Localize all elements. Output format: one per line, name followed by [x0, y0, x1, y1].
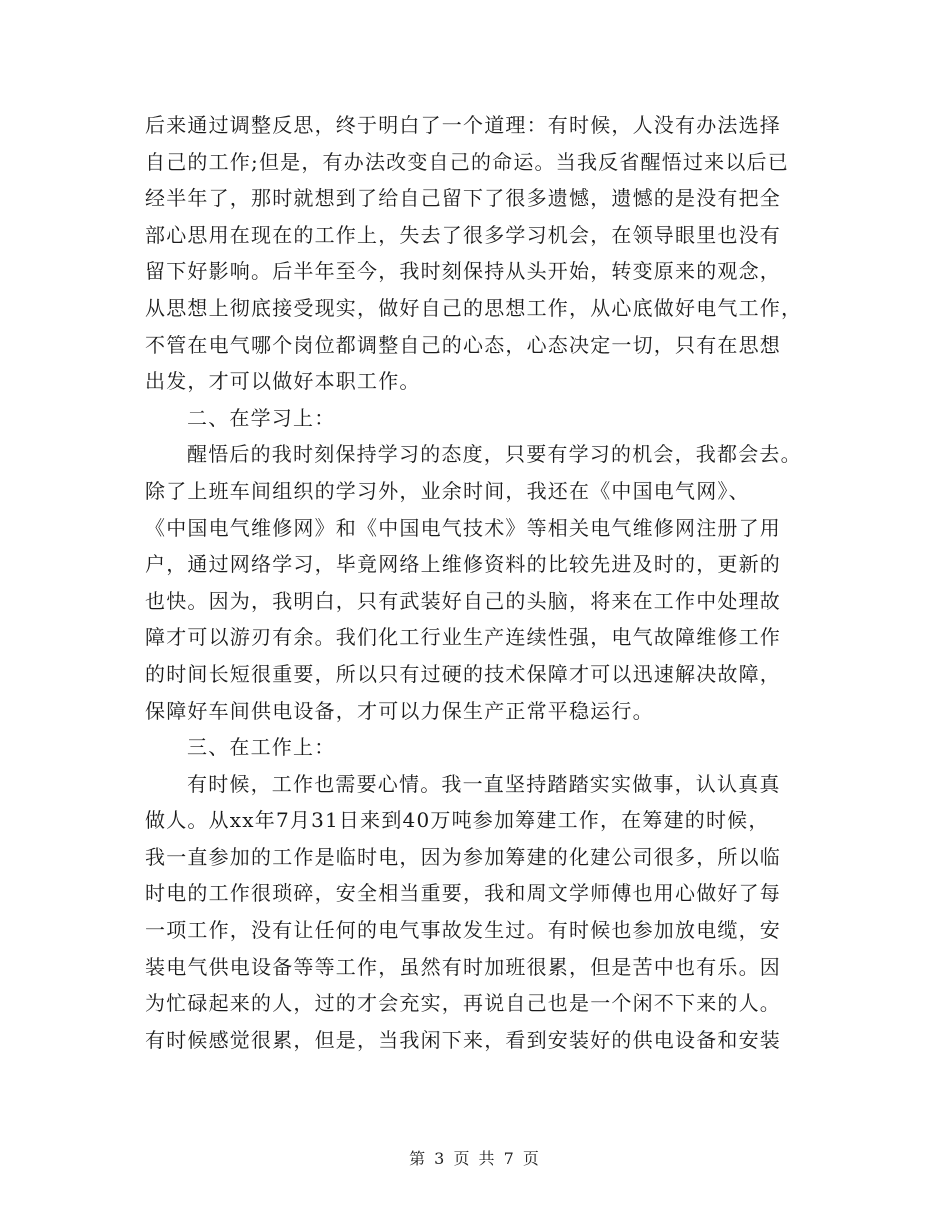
text-line: 出发，才可以做好本职工作。 — [145, 369, 421, 394]
section-heading: 二、在学习上： — [187, 405, 336, 430]
text-line: 《中国电气维修网》和《中国电气技术》等相关电气维修网注册了用 — [145, 515, 781, 540]
text-line: 为忙碌起来的人，过的才会充实，再说自己也是一个闲不下来的人。 — [145, 991, 781, 1016]
document-body — [145, 107, 815, 1058]
text-line: 有时候感觉很累，但是，当我闲下来，看到安装好的供电设备和安装 — [145, 1027, 781, 1052]
text-line: 从思想上彻底接受现实，做好自己的思想工作，从心底做好电气工作， — [145, 295, 803, 320]
page-number-footer: 第 3 页 共 7 页 — [409, 1149, 541, 1168]
text-line: 的时间长短很重要，所以只有过硬的技术保障才可以迅速解决故障， — [145, 661, 781, 686]
text-line: 部心思用在现在的工作上，失去了很多学习机会，在领导眼里也没有 — [145, 222, 781, 247]
text-line: 也快。因为，我明白，只有武装好自己的头脑，将来在工作中处理故 — [145, 588, 781, 613]
text-line: 经半年了，那时就想到了给自己留下了很多遗憾，遗憾的是没有把全 — [145, 186, 781, 211]
text-line: 后来通过调整反思，终于明白了一个道理：有时候，人没有办法选择 — [145, 113, 781, 137]
text-line: 装电气供电设备等等工作，虽然有时加班很累，但是苦中也有乐。因 — [145, 954, 781, 979]
text-line: 自己的工作;但是，有办法改变自己的命运。当我反省醒悟过来以后已 — [145, 149, 789, 174]
section-heading: 三、在工作上： — [187, 735, 336, 760]
text-line: 除了上班车间组织的学习外，业余时间，我还在《中国电气网》、 — [145, 478, 750, 503]
text-line: 做人。从xx年7月31日来到40万吨参加筹建工作，在筹建的时候， — [145, 808, 770, 833]
text-line: 我一直参加的工作是临时电，因为参加筹建的化建公司很多，所以临 — [145, 844, 781, 869]
text-line: 有时候，工作也需要心情。我一直坚持踏踏实实做事，认认真真 — [187, 771, 781, 796]
text-line: 留下好影响。后半年至今，我时刻保持从头开始，转变原来的观念， — [145, 259, 781, 284]
text-line: 户，通过网络学习，毕竟网络上维修资料的比较先进及时的，更新的 — [145, 552, 781, 577]
text-line: 保障好车间供电设备，才可以力保生产正常平稳运行。 — [145, 698, 654, 723]
text-line: 醒悟后的我时刻保持学习的态度，只要有学习的机会，我都会去。 — [187, 442, 802, 467]
text-line: 时电的工作很琐碎，安全相当重要，我和周文学师傅也用心做好了每 — [145, 881, 781, 906]
text-line: 不管在电气哪个岗位都调整自己的心态，心态决定一切，只有在思想 — [145, 332, 781, 357]
text-line: 一项工作，没有让任何的电气事故发生过。有时候也参加放电缆，安 — [145, 918, 781, 943]
text-line: 障才可以游刃有余。我们化工行业生产连续性强，电气故障维修工作 — [145, 625, 781, 650]
